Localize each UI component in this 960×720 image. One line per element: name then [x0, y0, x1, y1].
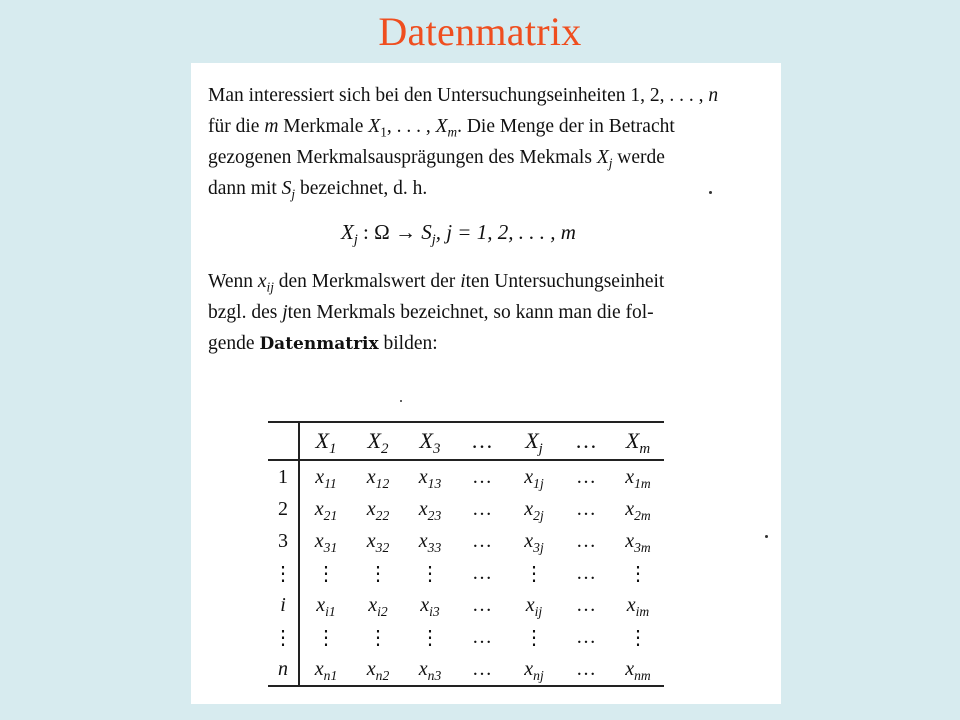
table-row: [268, 460, 664, 493]
definition-line-3: gende Datenmatrix bilden:: [208, 333, 438, 354]
matrix-cell: …: [472, 657, 492, 680]
table-row: [268, 653, 664, 686]
slide-title: Datenmatrix: [378, 9, 582, 54]
table-row: [268, 589, 664, 621]
scanned-document: [191, 63, 781, 704]
matrix-cell: $x_{n3}$: [418, 657, 442, 683]
datenmatrix-term: Datenmatrix: [259, 334, 379, 354]
matrix-cell: $x_{13}$: [418, 465, 442, 491]
matrix-cell: ⋮: [368, 562, 388, 585]
matrix-cell: $x_{23}$: [418, 497, 442, 523]
intro-line-4: dann mit $S_j$ bezeichnet, d. h.: [208, 178, 428, 202]
matrix-cell: ⋮: [420, 562, 440, 585]
matrix-cell: $x_{31}$: [314, 529, 338, 555]
matrix-cell: ⋮: [316, 626, 336, 649]
matrix-cell: …: [472, 561, 492, 584]
matrix-cell: $x_{i1}$: [316, 593, 336, 619]
header-cell: $X_3$: [419, 428, 441, 458]
header-cell: $X_j$: [525, 428, 543, 458]
scan-speck: [709, 191, 712, 194]
row-label: i: [268, 589, 299, 621]
matrix-cell: $x_{i3}$: [420, 593, 440, 619]
matrix-cell: $x_{n1}$: [314, 657, 338, 683]
intro-line-2: für die m Merkmale $X_1$, . . . , $X_m$. Die Menge der in Betracht: [208, 116, 675, 140]
matrix-cell: …: [576, 497, 596, 520]
data-matrix-table: [268, 421, 664, 687]
table-row: [268, 493, 664, 525]
intro-line-3: gezogenen Merkmalsausprägungen des Mekmals $X_j$ werde: [208, 147, 665, 171]
row-label: 2: [268, 493, 299, 525]
matrix-cell: $x_{3m}$: [625, 529, 651, 555]
matrix-cell: $x_{3j}$: [524, 529, 544, 555]
matrix-cell: ⋮: [524, 626, 544, 649]
mapping-formula: $X_j$ : $\Omega \to S_j$, j = 1, 2, . . . , m: [341, 220, 576, 248]
matrix-cell: ⋮: [368, 626, 388, 649]
header-cell: $X_1$: [315, 428, 337, 458]
matrix-cell: …: [576, 657, 596, 680]
matrix-cell: $x_{11}$: [315, 465, 337, 491]
definition-line-1: Wenn $x_{ij}$ den Merkmalswert der iten Untersuchungseinheit: [208, 271, 665, 295]
matrix-cell: $x_{32}$: [366, 529, 390, 555]
matrix-cell: …: [576, 561, 596, 584]
matrix-cell: $x_{ij}$: [525, 593, 543, 619]
matrix-cell: $x_{nj}$: [524, 657, 544, 683]
intro-line-1: Man interessiert sich bei den Untersuchungseinheiten 1, 2, . . . , n: [208, 85, 719, 106]
matrix-cell: …: [576, 465, 596, 488]
header-cell: $X_m$: [625, 428, 651, 458]
row-label: ⋮: [268, 621, 299, 653]
matrix-cell: ⋮: [524, 562, 544, 585]
matrix-cell: $x_{33}$: [418, 529, 442, 555]
matrix-cell: …: [472, 465, 492, 488]
header-cell: $X_2$: [367, 428, 389, 458]
scan-speck: [765, 535, 768, 538]
matrix-cell: $x_{im}$: [626, 593, 650, 619]
definition-paragraph: [208, 266, 768, 360]
row-label: 1: [268, 460, 299, 493]
table-row: [268, 621, 664, 653]
matrix-cell: $x_{21}$: [314, 497, 338, 523]
row-label: ⋮: [268, 557, 299, 589]
table-row: [268, 525, 664, 557]
matrix-cell: $x_{i2}$: [368, 593, 388, 619]
table-row: [268, 557, 664, 589]
matrix-cell: …: [576, 593, 596, 616]
table-corner-cell: [268, 422, 299, 460]
matrix-cell: …: [472, 593, 492, 616]
matrix-cell: $x_{12}$: [366, 465, 390, 491]
matrix-cell: $x_{1m}$: [625, 465, 651, 491]
matrix-cell: $x_{1j}$: [524, 465, 544, 491]
matrix-cell: …: [472, 497, 492, 520]
matrix-cell: …: [472, 529, 492, 552]
table-header-row: [268, 422, 664, 460]
matrix-cell: $x_{22}$: [366, 497, 390, 523]
scan-speck: [400, 400, 402, 402]
matrix-cell: …: [576, 625, 596, 648]
intro-paragraph: [208, 80, 768, 204]
matrix-cell: ⋮: [628, 626, 648, 649]
definition-line-2: bzgl. des jten Merkmals bezeichnet, so kann man die fol-: [208, 302, 654, 323]
table-body: [268, 460, 664, 686]
matrix-cell: $x_{nm}$: [625, 657, 651, 683]
row-label: n: [268, 653, 299, 686]
matrix-cell: $x_{2j}$: [524, 497, 544, 523]
matrix-cell: $x_{2m}$: [625, 497, 651, 523]
row-label: 3: [268, 525, 299, 557]
matrix-cell: …: [472, 625, 492, 648]
matrix-cell: …: [576, 529, 596, 552]
matrix-cell: ⋮: [628, 562, 648, 585]
header-cell: …: [471, 428, 493, 453]
matrix-cell: $x_{n2}$: [366, 657, 390, 683]
matrix-cell: ⋮: [316, 562, 336, 585]
matrix-cell: ⋮: [420, 626, 440, 649]
header-cell: …: [575, 428, 597, 453]
